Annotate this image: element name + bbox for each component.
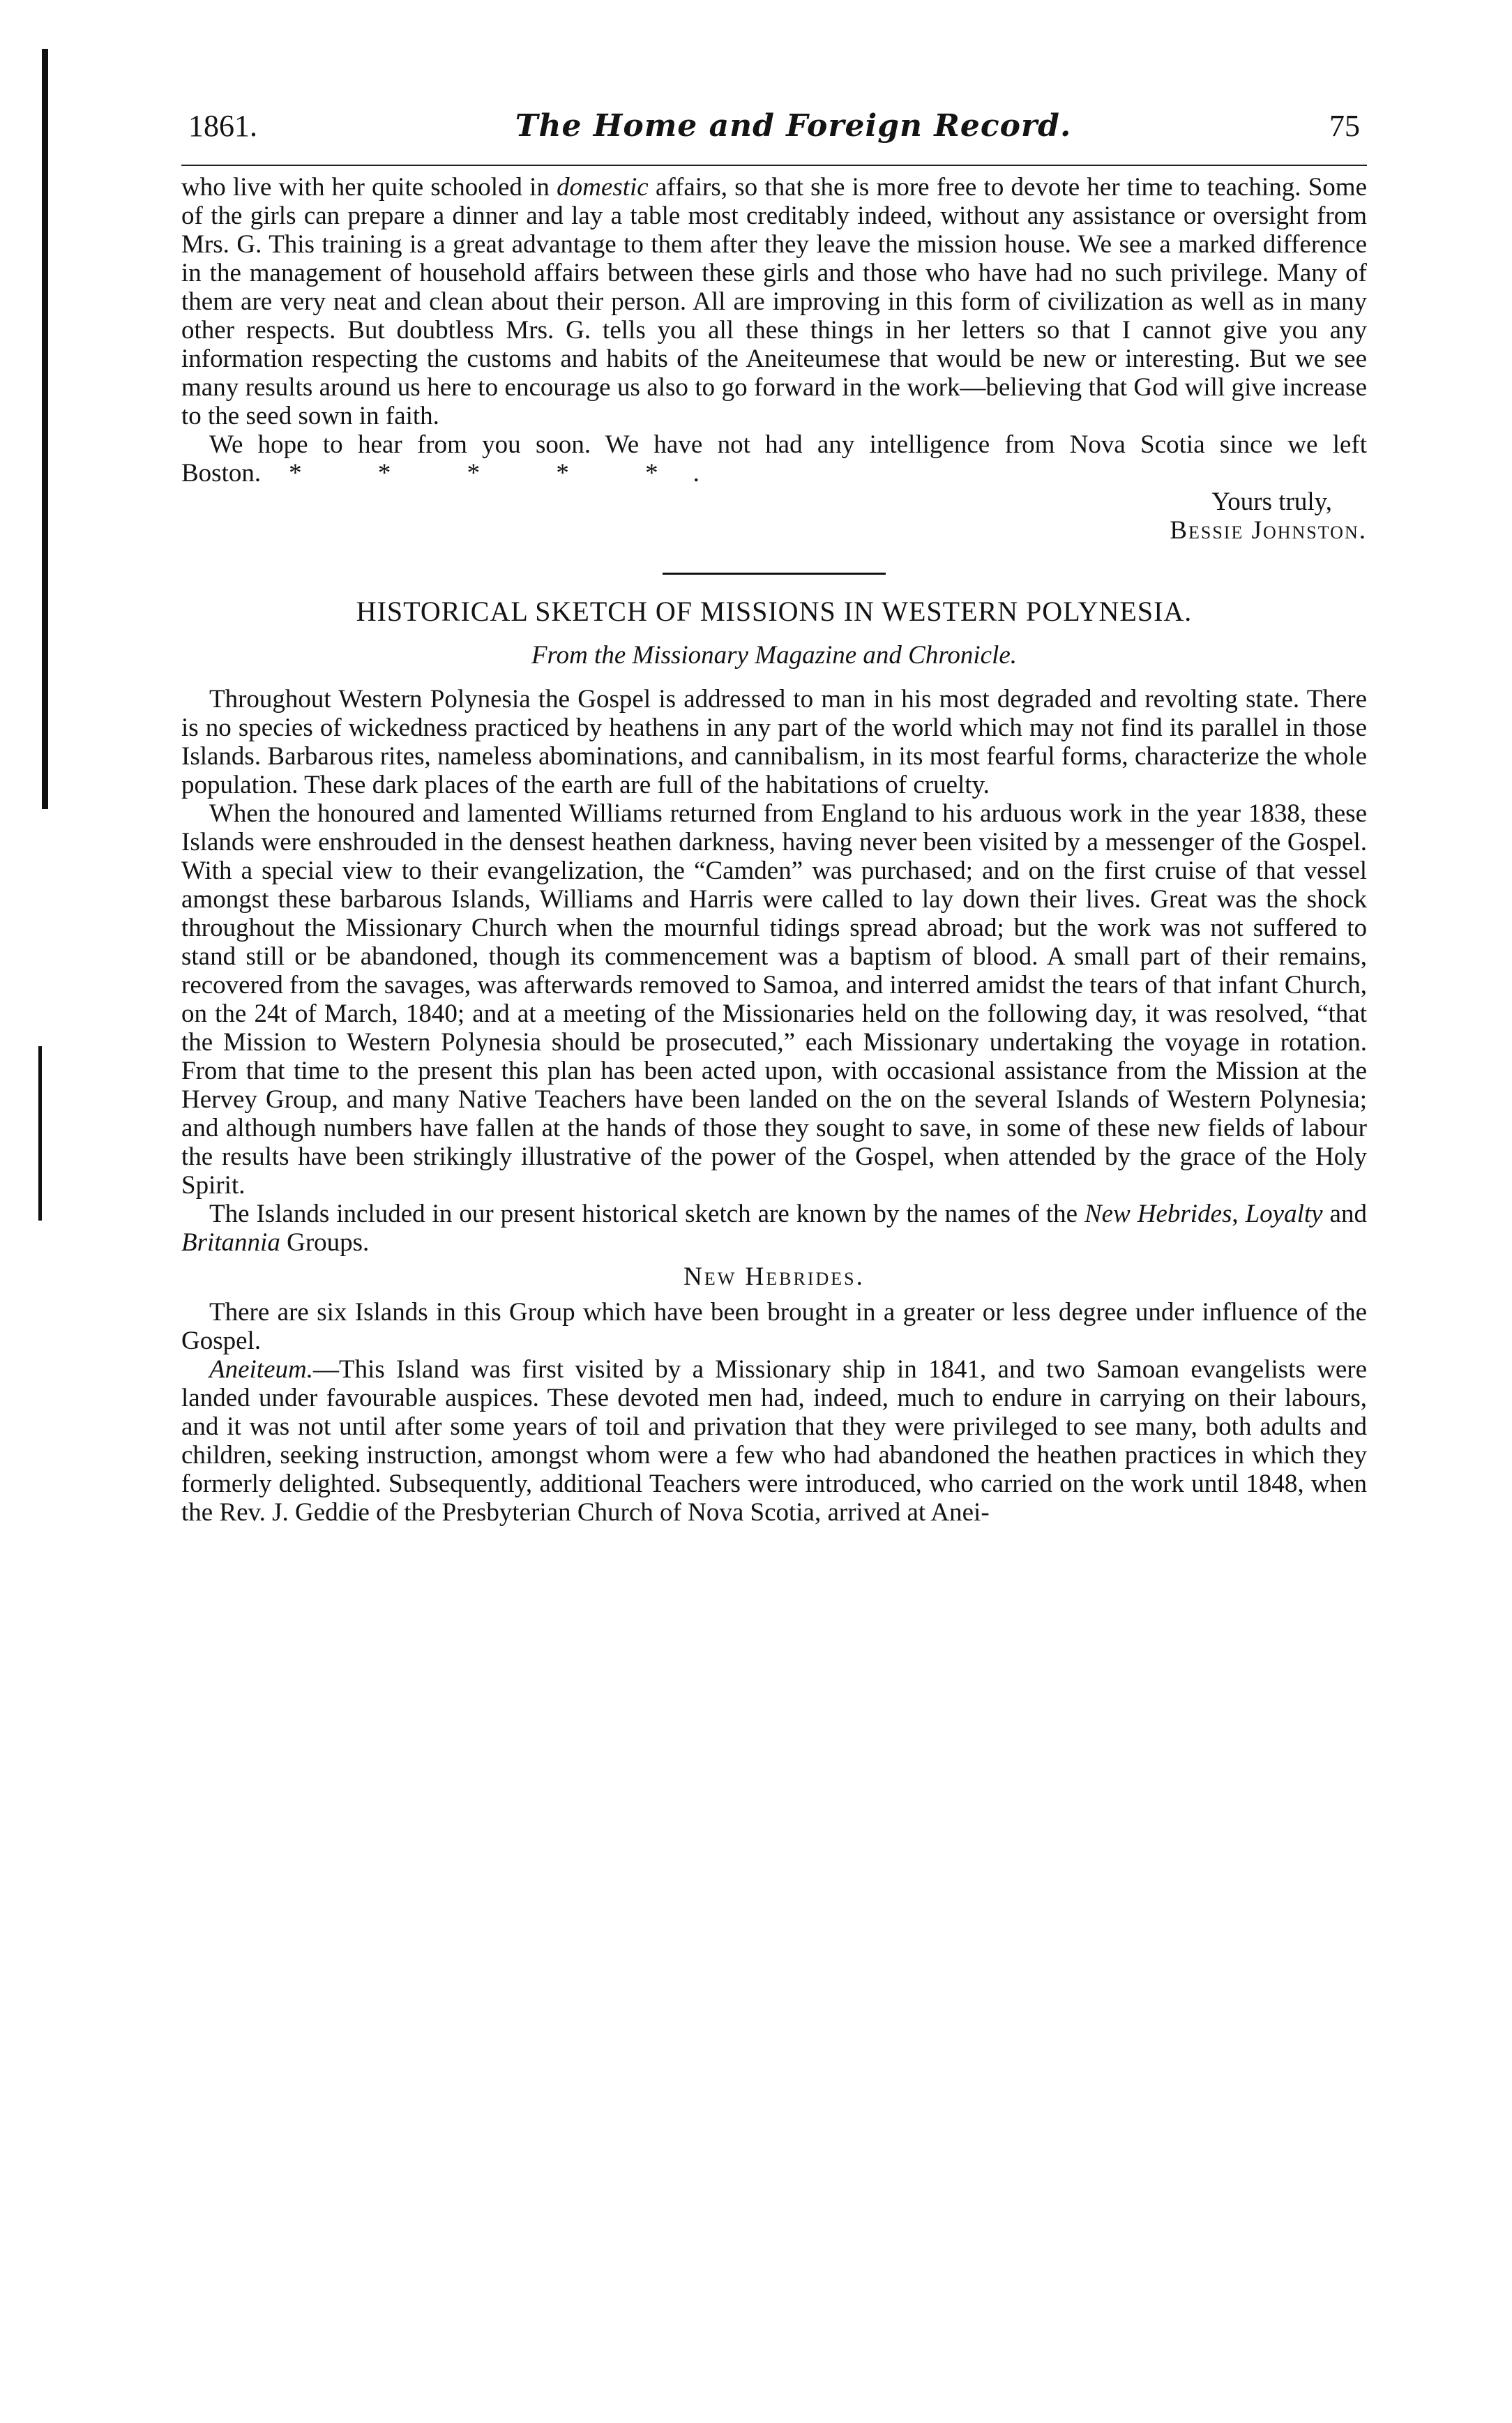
- binding-mark-top: [42, 49, 48, 809]
- article-paragraph-4: There are six Islands in this Group which have been brought in a greater or less degree under influence of the Gospel.: [181, 1298, 1367, 1355]
- section-divider: [663, 573, 886, 575]
- article-paragraph-2: When the honoured and lamented Williams returned from England to his arduous work in the year 1838, these Islands were enshrouded in the densest heathen darkness, having never been visited by a messenger of the Gospel. With a special view to their evangelization, the “Camden” was purchased; and on the first cruise of that vessel amongst these barbarous Islands, Williams and Harris were called to lay down their lives. Great was the shock throughout the Missionary Church when the mournful tidings spread abroad; but the work was not suffered to stand still or be abandoned, though its commencement was a baptism of blood. A small part of their remains, recovered from the savages, was afterwards removed to Samoa, and interred amidst the tears of that infant Church, on the 24t of March, 1840; and at a meeting of the Missionaries held on the following day, it was resolved, “that the Mission to Western Polynesia should be prosecuted,” each Missionary undertaking the voyage in rotation. From that time to the present this plan has been acted upon, with occasional assistance from the Mission at the Hervey Group, and many Native Teachers have been landed on the on the several Islands of Western Polynesia; and although numbers have fallen at the hands of those they sought to save, in some of these new fields of labour the results have been strikingly illustrative of the power of the Gospel, when attended by the grace of the Holy Spirit.: [181, 799, 1367, 1200]
- document-page: [181, 108, 1368, 1527]
- subheading-new-hebrides: New Hebrides.: [683, 1262, 865, 1291]
- article-heading: HISTORICAL SKETCH OF MISSIONS IN WESTERN POLYNESIA.: [356, 596, 1193, 627]
- article-source: From the Missionary Magazine and Chronicle.: [531, 641, 1018, 670]
- page-number: 75: [1329, 109, 1360, 143]
- asterisks: * * * * *.: [289, 459, 734, 488]
- article-paragraph-3: The Islands included in our present historical sketch are known by the names of the New Hebrides, Loyalty and Britannia Groups.: [181, 1200, 1367, 1257]
- letter-paragraph-2: We hope to hear from you soon. We have not had any intelligence from Nova Scotia since we left Boston. * * * * *.: [181, 430, 1367, 488]
- article-paragraph-5: Aneiteum.—This Island was first visited by a Missionary ship in 1841, and two Samoan evangelists were landed under favourable auspices. These devoted men had, indeed, much to endure in carrying on their labours, and it was not until after some years of toil and privation that they were privileged to see many, both adults and children, seeking instruction, amongst whom were a few who had abandoned the heathen practices in which they formerly delighted. Subsequently, additional Teachers were introduced, who carried on the work until 1848, when the Rev. J. Geddie of the Presbyterian Church of Nova Scotia, arrived at Anei-: [181, 1355, 1367, 1527]
- header-rule: [181, 165, 1367, 166]
- letter-signature: Bessie Johnston.: [1170, 516, 1367, 545]
- letter-closing: Yours truly,: [1211, 488, 1332, 516]
- binding-mark-lower: [38, 1046, 42, 1221]
- running-head: [181, 108, 1367, 165]
- header-year: 1861.: [188, 109, 257, 143]
- article-paragraph-1: Throughout Western Polynesia the Gospel is addressed to man in his most degraded and revolting state. There is no species of wickedness practiced by heathens in any part of the world which may not find its parallel in those Islands. Barbarous rites, nameless abominations, and cannibalism, in its most fearful forms, characterize the whole population. These dark places of the earth are full of the habitations of cruelty.: [181, 685, 1367, 799]
- journal-title: The Home and Foreign Record.: [515, 108, 1072, 144]
- letter-paragraph-1: who live with her quite schooled in domestic affairs, so that she is more free to devote her time to teaching. Some of the girls can prepare a dinner and lay a table most creditably indeed, without any assistance or oversight from Mrs. G. This training is a great advantage to them after they leave the mission house. We see a marked difference in the management of household affairs between these girls and those who have had no such privilege. Many of them are very neat and clean about their person. All are improving in this form of civilization as well as in many other respects. But doubtless Mrs. G. tells you all these things in her letters so that I cannot give you any information respecting the customs and habits of the Aneiteumese that would be new or interesting. But we see many results around us here to encourage us also to go forward in the work—believing that God will give increase to the seed sown in faith.: [181, 173, 1368, 430]
